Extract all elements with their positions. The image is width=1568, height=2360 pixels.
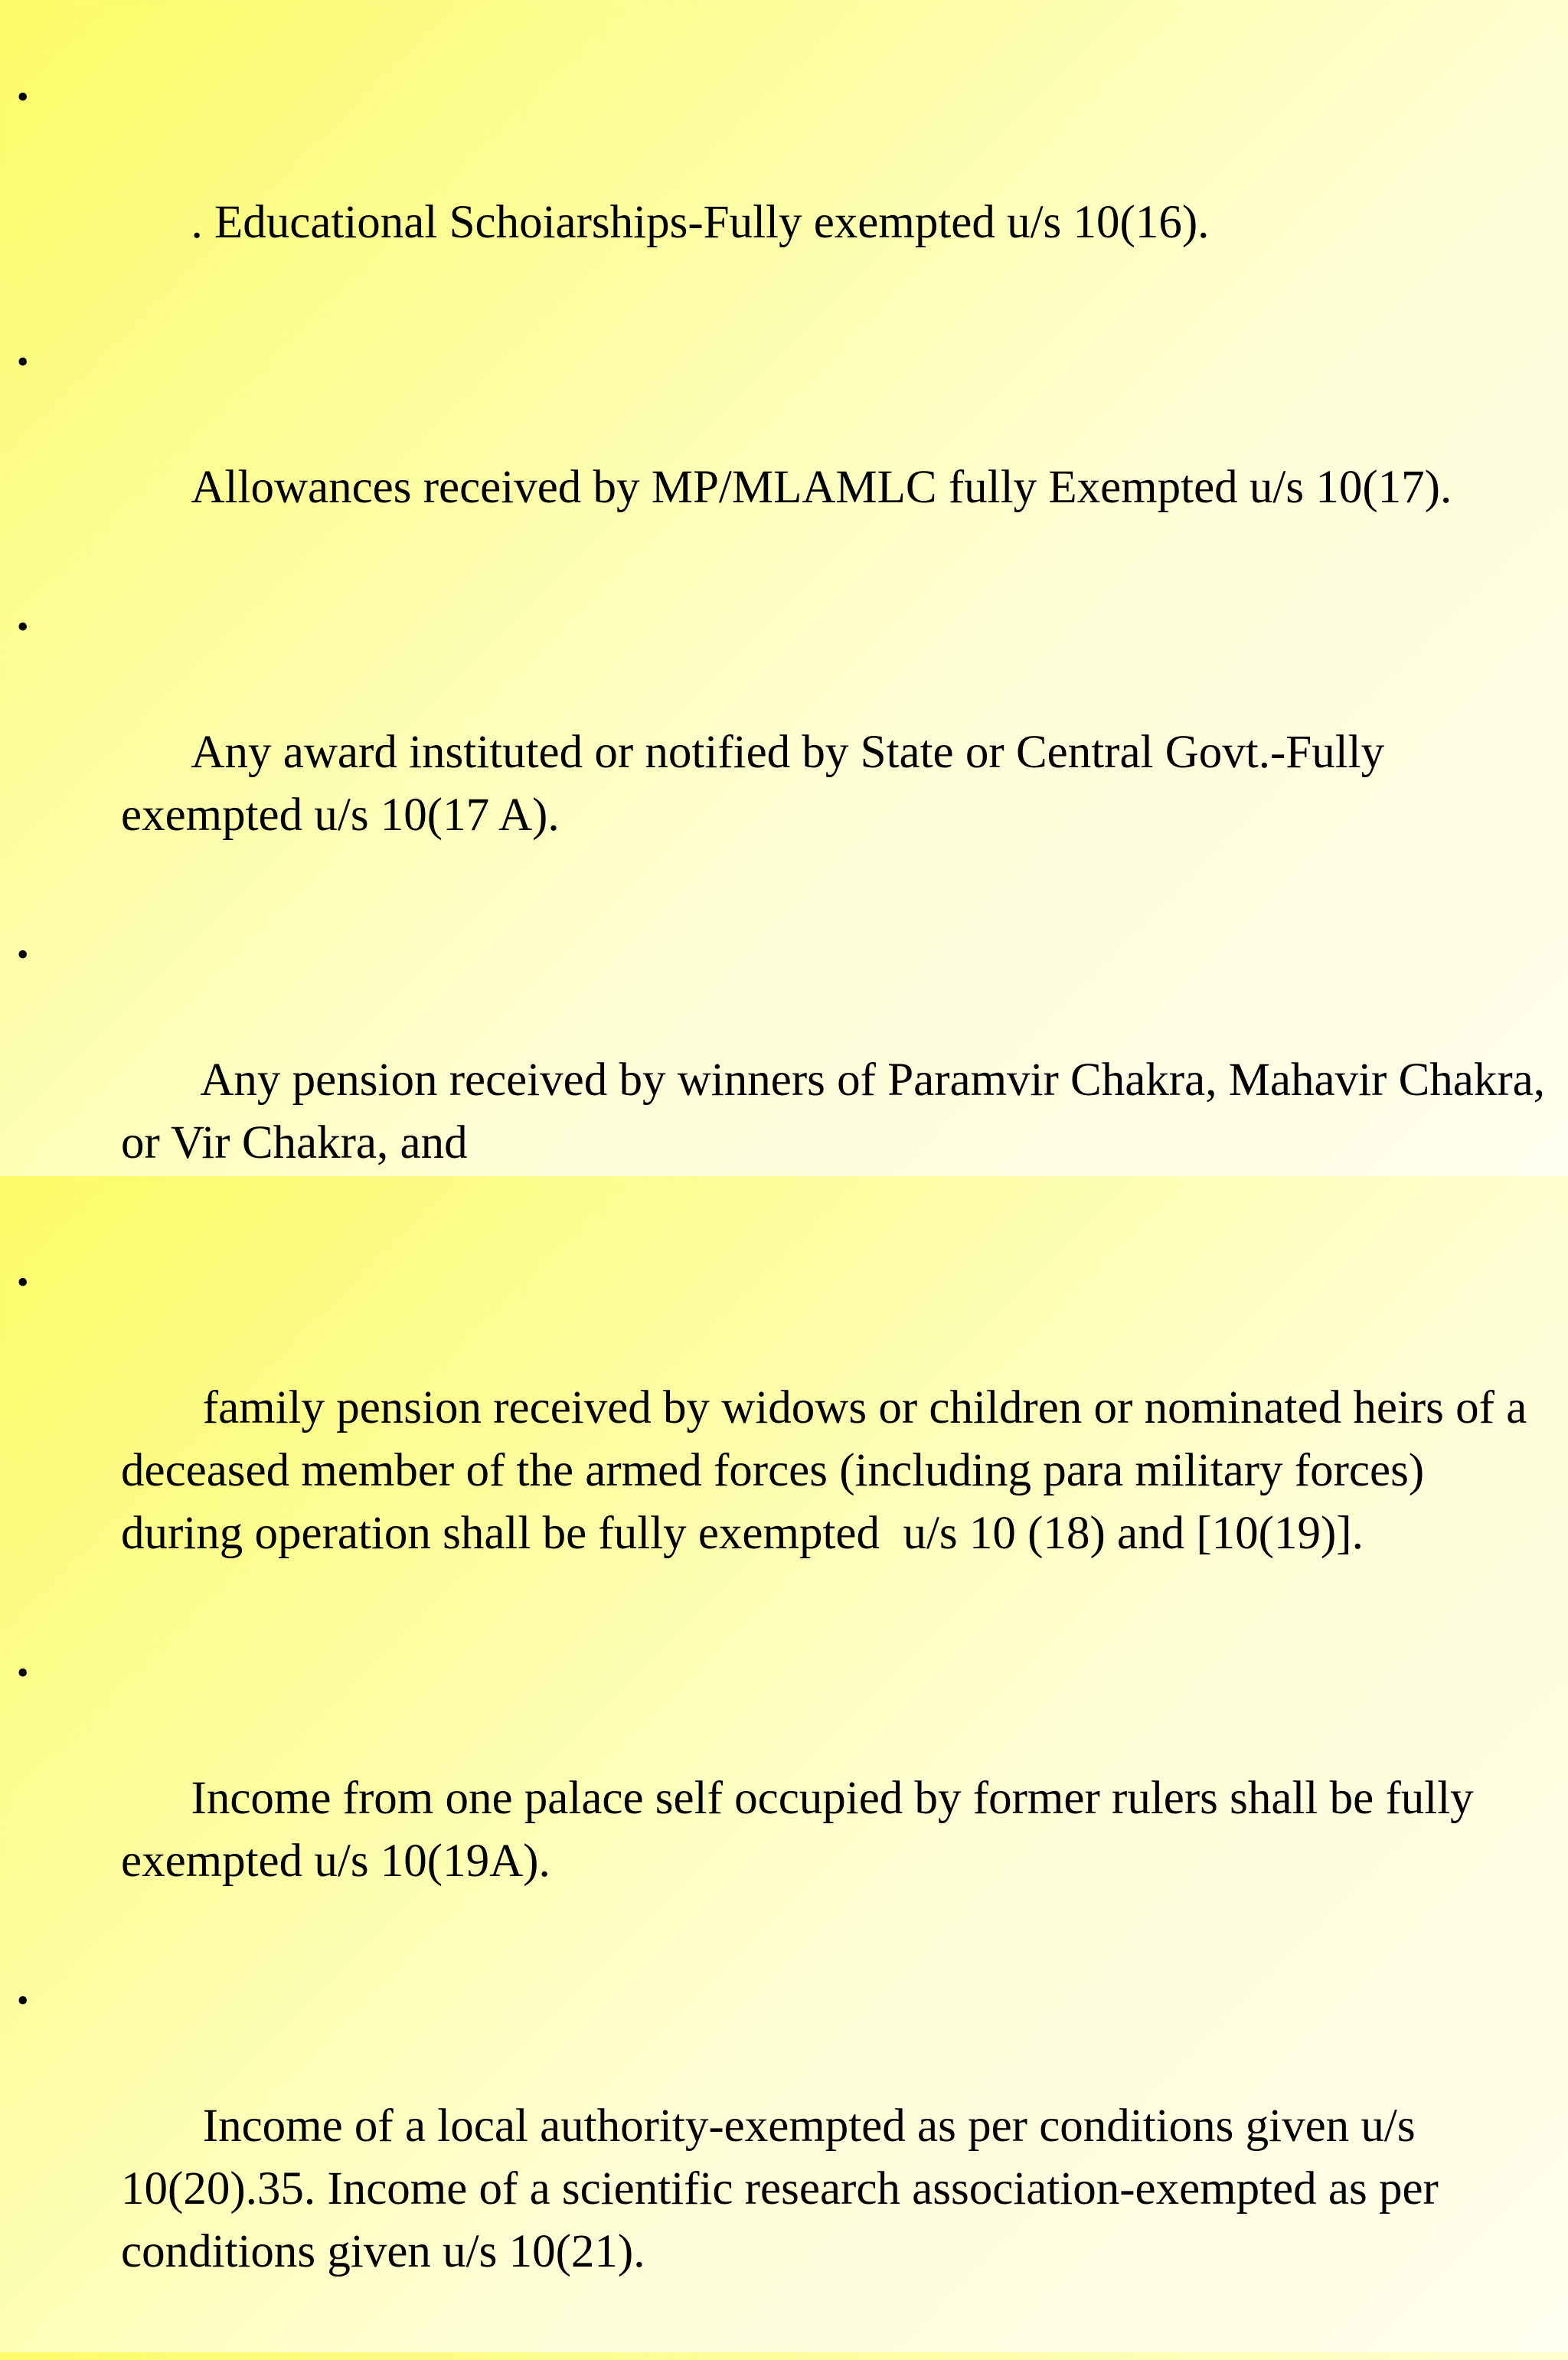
bullet-icon: • <box>17 1263 29 1301</box>
list-item-text: Income from one palace self occupied by former rulers shall be fully exempted u/s 10(19A). <box>121 1773 1485 1887</box>
list-item <box>0 66 1568 317</box>
bullet-list <box>0 66 1568 2360</box>
list-item-text: Allowances received by MP/MLAMLC fully Exempted u/s 10(17). <box>191 462 1452 513</box>
list-item-text: Any award instituted or notified by State or Central Govt.-Fully exempted u/s 10(17 A). <box>121 727 1396 841</box>
list-item <box>0 923 1568 1237</box>
list-item <box>0 1251 1568 1628</box>
bullet-icon: • <box>17 936 29 973</box>
bullet-icon: • <box>17 608 29 646</box>
list-item <box>0 596 1568 910</box>
list-item <box>0 1969 1568 2346</box>
bullet-icon: • <box>17 1982 29 2019</box>
bullet-icon: • <box>17 78 29 116</box>
list-item-text: . Educational Schoiarships-Fully exempted u/s 10(16). <box>191 197 1210 248</box>
bullet-icon: • <box>17 343 29 381</box>
list-item-text: family pension received by widows or children or nominated heirs of a deceased member of the armed forces (including para military forces) during operation shall be fully exempted u/s 10 (18) and [10(19)]. <box>121 1382 1539 1559</box>
list-item-text: Income of a local authority-exempted as per conditions given u/s 10(20).35. Income of a scientific research association-exempted as per conditions given u/s 10(21). <box>121 2100 1451 2277</box>
list-item <box>0 1642 1568 1956</box>
list-item <box>0 331 1568 582</box>
bullet-icon: • <box>17 1654 29 1692</box>
list-item-text: Any pension received by winners of Paramvir Chakra, Mahavir Chakra, or Vir Chakra, and <box>121 1054 1557 1169</box>
